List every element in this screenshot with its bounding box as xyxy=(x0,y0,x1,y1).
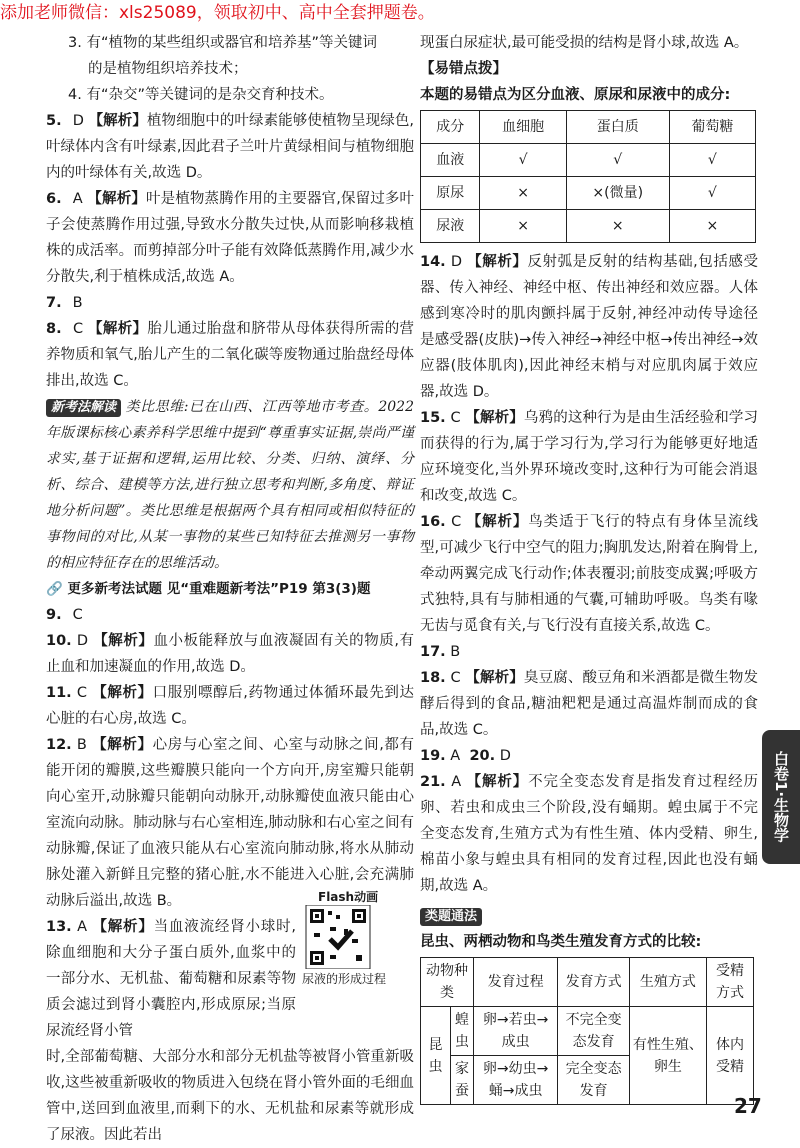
table-row xyxy=(421,144,756,177)
table-cell: 不完全变态发育 xyxy=(558,1007,630,1056)
table-cell: √ xyxy=(669,144,755,177)
table-header: 发育过程 xyxy=(474,958,558,1007)
more-questions-link[interactable]: 🔗 更多新考法试题 见“重难题新考法”P19 第3(3)题 xyxy=(46,581,371,597)
table-header: 受精方式 xyxy=(707,958,754,1007)
promo-banner: 添加老师微信：xls25089，领取初中、高中全套押题卷。 xyxy=(0,3,435,23)
new-method-note: 新考法解读 类比思维:已在山西、江西等地市考查。2022年版课标核心素养科学思维中提到“尊重事实证据,崇尚严谨求实,基于证据和逻辑,运用比较、分类、归纳、演绎、分析、综合、建模等方法,进行独立思考和判断,多角度、辩证地分析问题”。类比思维是根据两个具有相同或相似特征的事物间的对比,从某一事物的某些已知特征去推测另一事物的相应特征存在的思维活动。 xyxy=(46,399,414,571)
table-cell: 蝗虫 xyxy=(451,1007,474,1056)
page-number: 27 xyxy=(734,1094,762,1118)
new-method-tag: 新考法解读 xyxy=(46,399,121,417)
answer-7: 7. B xyxy=(46,295,83,311)
answer-9: 9. C xyxy=(46,607,83,623)
text-line: 的是植物组织培养技术； xyxy=(88,61,248,77)
qr-code-icon[interactable] xyxy=(300,905,376,969)
answer-15: 15. C 【解析】乌鸦的这种行为是由生活经验和学习而获得的行为,属于学习行为,学习行为能够更好地适应环境变化,当外界环境改变时,这种行为可能会消退和改变,故选 C。 xyxy=(420,410,759,504)
table-cell: 原尿 xyxy=(421,177,480,210)
text-line: 3. 有“植物的某些组织或器官和培养基”等关键词 xyxy=(68,35,377,51)
answer-18: 18. C 【解析】臭豆腐、酸豆角和米酒都是微生物发酵后得到的食品,糖油粑粑是通过高温炸制而成的食品,故选 C。 xyxy=(420,670,759,738)
table-cell: √ xyxy=(669,177,755,210)
qr-caption: 尿液的形成过程 xyxy=(302,972,387,986)
similar-method-header xyxy=(420,903,758,929)
table-cell: × xyxy=(480,177,566,210)
answer-13: 13. A 【解析】当血液流经肾小球时,除血细胞和大分子蛋白质外,血浆中的一部分水、无机盐、葡萄糖和尿素等物质会滤过到肾小囊腔内,形成原尿;当原尿流经肾小管 xyxy=(46,919,297,1039)
answer-13-end: 现蛋白尿症状,最可能受损的结构是肾小球,故选 A。 xyxy=(420,35,749,51)
table-header: 发育方式 xyxy=(558,958,630,1007)
table-cell: 昆虫 xyxy=(421,1007,451,1105)
table-header: 生殖方式 xyxy=(629,958,706,1007)
table-cell: 血液 xyxy=(421,144,480,177)
answer-21: 21. A 【解析】不完全变态发育是指发育过程经历卵、若虫和成虫三个阶段,没有蛹期。蝗虫属于不完全变态发育,生殖方式为有性生殖、体内受精、卵生,棉苗小象与蝗虫具有相同的发育过程,因此也没有蛹期,故选 A。 xyxy=(420,774,759,894)
table-cell: 尿液 xyxy=(421,210,480,243)
answer-16: 16. C 【解析】鸟类适于飞行的特点有身体呈流线型,可减少飞行中空气的阻力;胸肌发达,附着在胸骨上,牵动两翼完成飞行动作;体表覆羽;前肢变成翼;呼吸方式独特,具有与肺相通的气囊,可辅助呼吸。鸟类有喙无齿与觅食有关,与飞行没有直接关系,故选 C。 xyxy=(420,514,759,634)
table-cell: 完全变态发育 xyxy=(558,1056,630,1105)
table-cell: 卵→若虫→成虫 xyxy=(474,1007,558,1056)
answer-19-20: 19. A 20. D xyxy=(420,748,511,764)
similar-method-title: 昆虫、两栖动物和鸟类生殖发育方式的比较: xyxy=(420,934,702,950)
table-row xyxy=(421,210,756,243)
similar-method-tag: 类题通法 xyxy=(420,908,482,926)
answer-10: 10. D 【解析】血小板能释放与血液凝固有关的物质,有止血和加速凝血的作用,故选 D。 xyxy=(46,633,415,675)
table-cell: × xyxy=(480,210,566,243)
table-row xyxy=(421,177,756,210)
error-tip-text: 本题的易错点为区分血液、原尿和尿液中的成分: xyxy=(420,87,731,103)
table-header: 成分 xyxy=(421,111,480,144)
table-header-row xyxy=(421,111,756,144)
development-table xyxy=(420,957,754,1105)
right-column xyxy=(420,30,758,1105)
answer-11: 11. C 【解析】口服别嘌醇后,药物通过体循环最先到达心脏的右心房,故选 C。 xyxy=(46,685,415,727)
table-cell: × xyxy=(566,210,669,243)
answer-12: 12. B 【解析】心房与心室之间、心室与动脉之间,都有能开闭的瓣膜,这些瓣膜只能向一个方向开,房室瓣只能朝向心室开,动脉瓣只能朝向动脉开,动脉瓣使血液只能由心室流向动脉。肺动脉与右心室相连,肺动脉和右心室之间有动脉瓣,保证了血液只能从右心室流向肺动脉,将水从肺动脉处灌入新鲜且完整的猪心脏,水不能进入心脏,会充满肺动脉后溢出,故选 B。 xyxy=(46,737,415,909)
table-cell: 体内受精 xyxy=(707,1007,754,1105)
table-cell: 家蚕 xyxy=(451,1056,474,1105)
table-cell: √ xyxy=(480,144,566,177)
answer-6: 6. A 【解析】叶是植物蒸腾作用的主要器官,保留过多叶子会使蒸腾作用过强,导致水分散失过快,从而影响移栽植株的成活率。而剪掉部分叶子能有效降低蒸腾作用,减少水分散失,利于植株成活,故选 A。 xyxy=(46,191,415,285)
table-cell: 有性生殖、卵生 xyxy=(629,1007,706,1105)
table-cell: 卵→幼虫→蛹→成虫 xyxy=(474,1056,558,1105)
answer-14: 14. D 【解析】反射弧是反射的结构基础,包括感受器、传入神经、神经中枢、传出神经和效应器。人体感到寒冷时的肌肉颤抖属于反射,神经冲动传导途径是感受器(皮肤)→传入神经→神经中枢→传出神经→效应器(肢体肌肉),因此神经末梢与对应肌肉属于效应器,故选 D。 xyxy=(420,254,758,400)
table-header: 葡萄糖 xyxy=(669,111,755,144)
table-cell: ×(微量) xyxy=(566,177,669,210)
table-header: 动物种类 xyxy=(421,958,474,1007)
text-line: 4. 有“杂交”等关键词的是杂交育种技术。 xyxy=(68,87,334,103)
table-header: 蛋白质 xyxy=(566,111,669,144)
qr-title: Flash动画 xyxy=(318,890,379,904)
answer-8: 8. C 【解析】胎儿通过胎盘和脐带从母体获得所需的营养物质和氧气,胎儿产生的二氧化碳等废物通过胎盘经母体排出,故选 C。 xyxy=(46,321,415,389)
table-row xyxy=(421,1007,754,1056)
table-header-row xyxy=(421,958,754,1007)
table-cell: × xyxy=(669,210,755,243)
answer-5: 5. D 【解析】植物细胞中的叶绿素能够使植物呈现绿色,叶绿体内含有叶绿素,因此君子兰叶片黄绿相间与植物细胞内的叶绿体有关,故选 D。 xyxy=(46,113,415,181)
link-icon: 🔗 xyxy=(46,581,68,597)
answer-13-cont: 时,全部葡萄糖、大部分水和部分无机盐等被肾小管重新吸收,这些被重新吸收的物质进入包绕在肾小管外面的毛细血管中,送回到血液里,而剩下的水、无机盐和尿素等就形成了尿液。因此若出 xyxy=(46,1049,414,1143)
side-tab: 白卷1·生物学 xyxy=(762,730,800,864)
composition-table xyxy=(420,110,756,243)
answer-17: 17. B xyxy=(420,644,461,660)
table-header: 血细胞 xyxy=(480,111,566,144)
error-tip-title: 【易错点拨】 xyxy=(420,61,507,77)
table-cell: √ xyxy=(566,144,669,177)
